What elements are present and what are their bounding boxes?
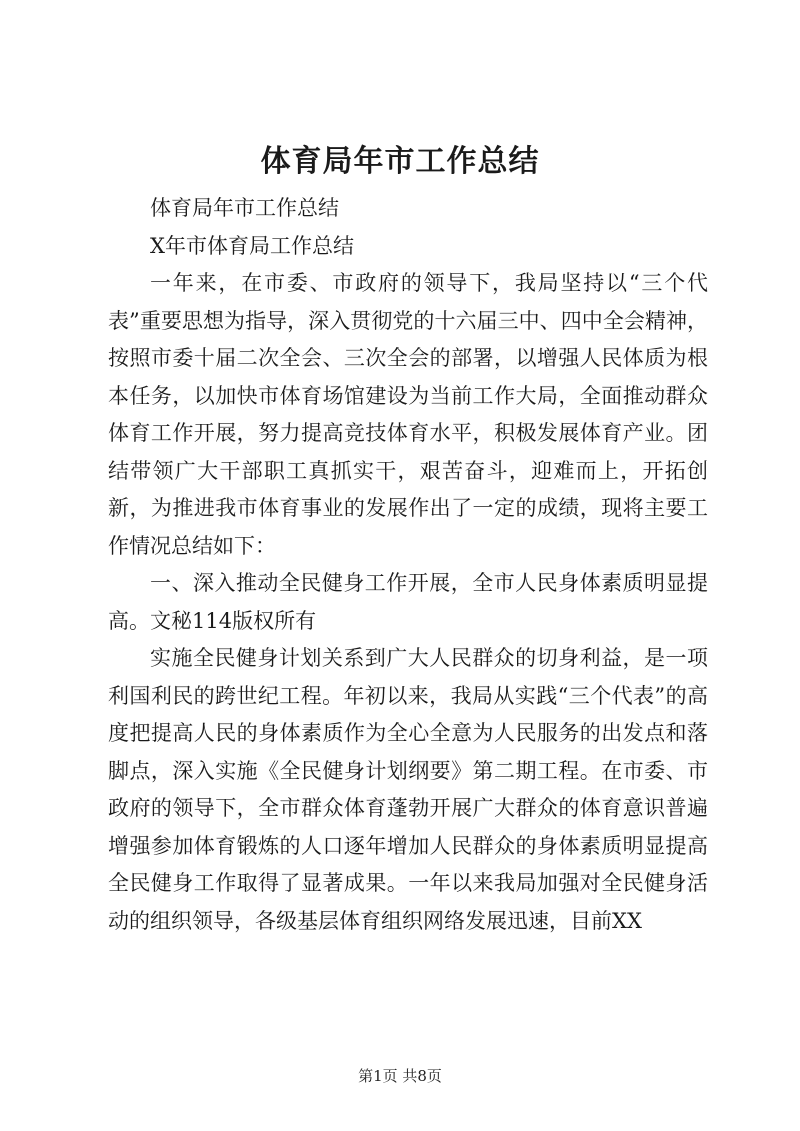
- paragraph-intro: 一年来，在市委、市政府的领导下，我局坚持以“三个代表”重要思想为指导，深入贯彻党的十六届三中、四中全会精神，按照市委十届二次全会、三次全会的部署，以增强人民体质为根本任务，以加快市体育场馆建设为当前工作大局，全面推动群众体育工作开展，努力提高竞技体育水平，积极发展体育产业。团结带领广大干部职工真抓实干，艰苦奋斗，迎难而上，开拓创新，为推进我市体育事业的发展作出了一定的成绩，现将主要工作情况总结如下：: [108, 271, 708, 558]
- section-heading-1: 一、深入推动全民健身工作开展，全市人民身体素质明显提高。文秘114版权所有: [108, 571, 708, 633]
- paragraph-heading: X年市体育局工作总结: [150, 233, 354, 258]
- document-title: 体育局年市工作总结: [260, 144, 540, 179]
- document-body: [108, 190, 708, 940]
- paragraph-section-1: 实施全民健身计划关系到广大人民群众的切身利益，是一项利国利民的跨世纪工程。年初以来，我局从实践“三个代表”的高度把提高人民的身体素质作为全心全意为人民服务的出发点和落脚点，深入实施《全民健身计划纲要》第二期工程。在市委、市政府的领导下，全市群众体育蓬勃开展广大群众的体育意识普遍增强参加体育锻炼的人口逐年增加人民群众的身体素质明显提高全民健身工作取得了显著成果。一年以来我局加强对全民健身活动的组织领导，各级基层体育组织网络发展迅速，目前XX: [108, 646, 708, 933]
- page-footer: 第1页 共8页: [358, 1067, 442, 1085]
- paragraph-subtitle: 体育局年市工作总结: [150, 196, 339, 220]
